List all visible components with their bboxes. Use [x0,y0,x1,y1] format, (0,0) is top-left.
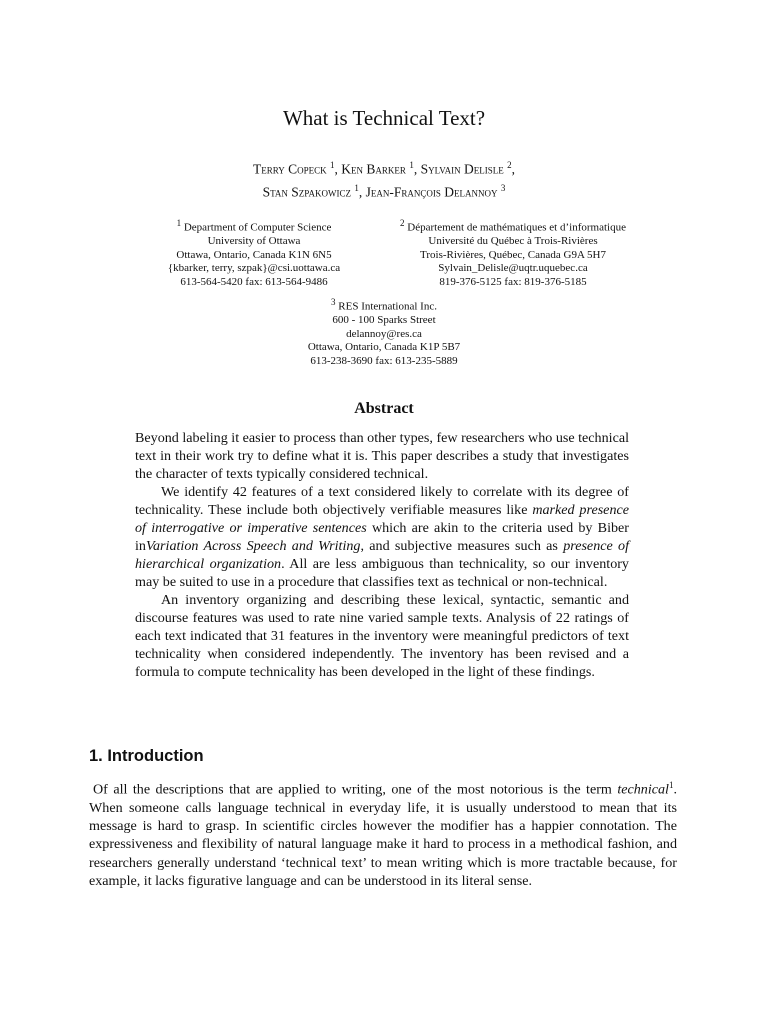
affiliation-line: 613-238-3690 fax: 613-235-5889 [310,355,458,368]
affiliation-line: $^2$ Département de mathématiques et d’informatique [400,218,626,234]
affiliation-line: Ottawa, Ontario, Canada K1N 6N5 [176,248,332,261]
affiliation-3 [234,296,534,369]
author-name: Sylvain Delisle [420,161,504,177]
author-affiliation-mark: 3 [500,182,506,193]
italic-term: technical [617,781,669,798]
italic-phrase: Variation Across Speech and Writing [145,538,361,554]
introduction-paragraph: Of all the descriptions that are applied to writing, one of the most notorious is the term technical$^1$. When someone calls language technical in everyday life, it is usually understood to mean that its message is hard to grasp. In scientific circles however the modifier has a happier connotation. The expressiveness and flexibility of natural language make it hard to process in a methodical fashion, and researchers generally understand ‘technical text’ to mean writing which is more tractable because, for example, it lacks figurative language and can be understood in its literal sense. [89,780,677,889]
abstract-body [135,429,629,681]
paper-title: What is Technical Text? [282,106,486,130]
affiliation-1 [120,217,388,290]
affiliation-mark: 3 [331,297,336,307]
abstract-paragraph-3: An inventory organizing and describing these lexical, syntactic, semantic and discourse features was used to rate nine varied sample texts. Analysis of 22 ratings of each text indicated that 31 features in the inventory were meaningful predictors of text technicality when considered independently. The inventory has been revised and a formula to compute technicality has been developed in the light of these findings. [135,592,629,680]
affiliation-line: {kbarker, terry, szpak}@csi.uottawa.ca [167,262,341,275]
affiliation-2 [378,217,648,290]
affiliation-line: $^1$ Department of Computer Science [176,218,332,234]
affiliation-line: Trois-Rivières, Québec, Canada G9A 5H7 [420,248,606,261]
author-affiliation-mark: 1 [354,182,359,193]
author-affiliation-mark: 1 [409,160,414,170]
abstract-paragraph-2: We identify 42 features of a text considered likely to correlate with its degree of technicality. These include both objectively verifiable measures like marked presence of interrogative or imperative sentences which are akin to the criteria used by Biber inVariation Across Speech and Writing, and subjective measures such as presence of hierarchical organization. All are less ambiguous than technicality, so our inventory may be suited to use in a procedure that classifies text as technical or non-technical. [135,484,629,590]
section-heading-introduction: 1. Introduction [89,747,204,765]
affiliation-mark: 2 [400,218,405,228]
affiliation-line: $^3$ RES International Inc. [331,297,437,313]
affiliation-mark: 1 [176,218,182,228]
author-list [0,156,768,201]
affiliation-line: delannoy@res.ca [346,327,422,340]
author-line-2: Stan Szpakowicz $^1$, Jean-François Delannoy $^3$ [262,182,506,199]
affiliation-line: 613-564-5420 fax: 613-564-9486 [180,276,328,289]
author-name: Stan Szpakowicz [262,184,351,199]
affiliation-line: Sylvain_Delisle@uqtr.uquebec.ca [438,262,588,275]
author-affiliation-mark: 1 [330,160,335,170]
italic-phrase: presence of hierarchical organization [135,538,629,572]
introduction-body [89,776,677,890]
abstract-heading: Abstract [354,400,414,417]
affiliation-line: University of Ottawa [207,235,301,248]
abstract-paragraph-1: Beyond labeling it easier to process than other types, few researchers who use technical text in their work try to define what it is. This paper describes a study that investigates the character of texts typically considered technical. [135,430,629,482]
italic-phrase: marked presence of interrogative or imperative sentences [135,502,629,536]
affiliation-line: 600 - 100 Sparks Street [332,314,436,327]
author-line-1: Terry Copeck $^1$, Ken Barker $^1$, Sylvain Delisle $^2$, [253,160,515,177]
affiliation-line: Université du Québec à Trois-Rivières [428,235,598,248]
affiliation-line: Ottawa, Ontario, Canada K1P 5B7 [307,341,461,354]
author-affiliation-mark: 2 [507,160,512,170]
footnote-marker[interactable]: 1 [668,780,674,790]
affiliation-line: 819-376-5125 fax: 819-376-5185 [439,276,587,289]
author-name: Ken Barker [341,161,406,177]
author-name: Jean-François Delannoy [365,184,498,199]
author-name: Terry Copeck [253,161,327,177]
